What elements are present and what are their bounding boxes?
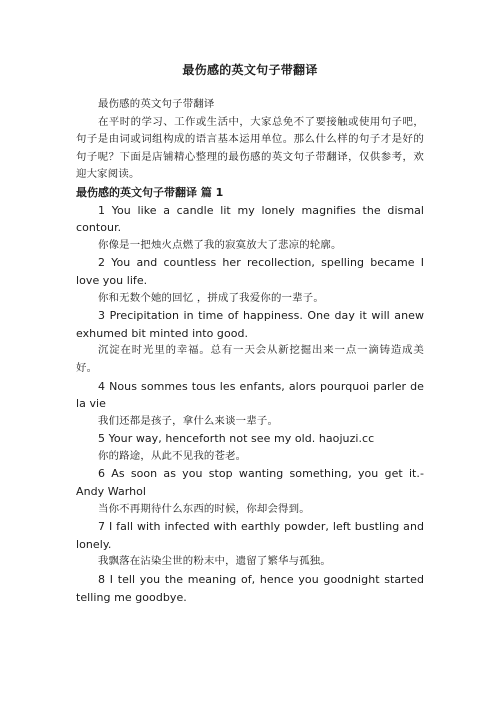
entry-chinese: 你的路途，从此不见我的苍老。 bbox=[98, 449, 247, 462]
section-heading: 最伤感的英文句子带翻译 篇 1 bbox=[76, 185, 224, 199]
entry-english: 3 Precipitation in time of happiness. One day it will anew exhumed bit minted into good. bbox=[76, 309, 424, 340]
entry-english: 4 Nous sommes tous les enfants, alors pourquoi parler de la vie bbox=[76, 379, 424, 411]
entry-chinese: 当你不再期待什么东西的时候，你却会得到。 bbox=[98, 502, 310, 515]
entry-chinese: 沉淀在时光里的幸福。总有一天会从新挖掘出来一点一滴铸造成美好。 bbox=[76, 344, 424, 374]
entry-english: 8 I tell you the meaning of, hence you goodnight started telling me goodbye. bbox=[76, 573, 424, 604]
entry-english: 7 I fall with infected with earthly powder, left bustling and lonely. bbox=[76, 520, 424, 551]
entry-english: 6 As soon as you stop wanting something, you get it.-Andy Warhol bbox=[76, 467, 424, 499]
entry-english: 2 You and countless her recollection, spelling became I love you life. bbox=[76, 256, 424, 287]
entry-chinese: 你像是一把烛火点燃了我的寂寞放大了悲凉的轮廓。 bbox=[98, 238, 342, 251]
entry-english: 1 You like a candle lit my lonely magnifies the dismal contour. bbox=[76, 203, 424, 235]
intro-paragraph: 在平时的学习、工作或生活中，大家总免不了要接触或使用句子吧，句子是由词或词组构成的语言基本运用单位。那么什么样的句子才是好的句子呢？下面是店铺精心整理的最伤感的英文句子带翻译，仅供参考，欢迎大家阅读。 bbox=[76, 115, 424, 181]
document-title: 最伤感的英文句子带翻译 bbox=[182, 63, 318, 77]
entry-english: 5 Your way, henceforth not see my old. haojuzi.cc bbox=[98, 432, 375, 446]
entry-chinese: 你和无数个她的回忆 ，拼成了我爱你的一辈子。 bbox=[98, 291, 324, 304]
entry-chinese: 我们还都是孩子，拿什么来谈一辈子。 bbox=[98, 414, 279, 427]
entry-chinese: 我飘落在沾染尘世的粉末中，遗留了繁华与孤独。 bbox=[98, 555, 331, 568]
document-subtitle: 最伤感的英文句子带翻译 bbox=[98, 98, 215, 110]
